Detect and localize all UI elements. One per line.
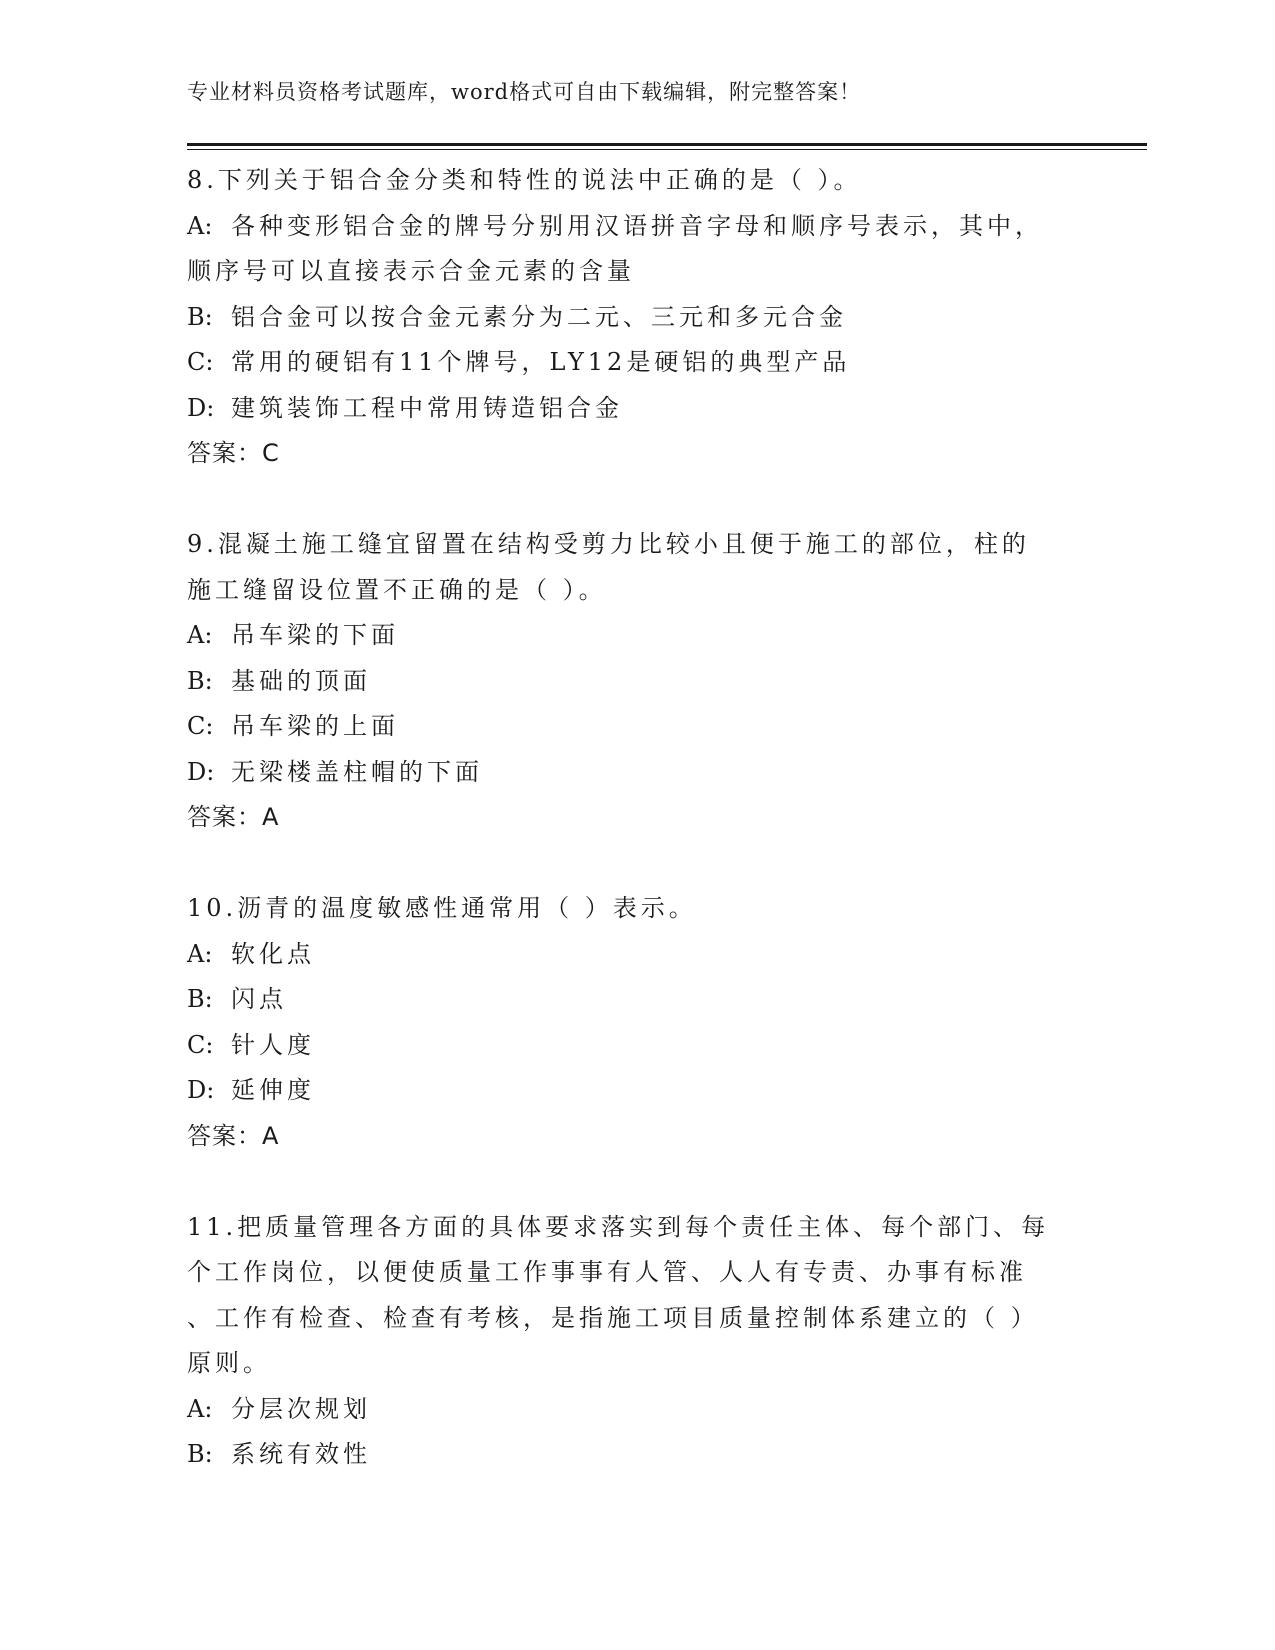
question-block (187, 1205, 1087, 1478)
option-line (187, 295, 1087, 341)
option-text: 软化点 (231, 939, 315, 968)
answer-line: 答案：A (187, 803, 280, 831)
option-letter: C: (187, 1030, 214, 1059)
question-list (187, 158, 1087, 1478)
question-stem-line: 、工作有检查、检查有考核，是指施工项目质量控制体系建立的（ ） (187, 1303, 1039, 1332)
option-letter: D: (187, 393, 215, 422)
question-block (187, 886, 1087, 1159)
option-line (187, 704, 1087, 750)
question-spacer (187, 1159, 1087, 1205)
option-text: 系统有效性 (231, 1440, 371, 1468)
option-line (187, 1023, 1087, 1069)
option-letter: A: (187, 621, 213, 649)
option-letter: A: (187, 1394, 213, 1423)
option-text: 各种变形铝合金的牌号分别用汉语拼音字母和顺序号表示，其中， (231, 211, 1043, 240)
option-text: 闪点 (231, 985, 287, 1013)
answer-line: 答案：A (187, 1121, 280, 1150)
question-stem-line: 8.下列关于铝合金分类和特性的说法中正确的是（ ）。 (187, 166, 862, 194)
option-letter: A: (187, 211, 213, 240)
option-text: 针人度 (231, 1030, 315, 1059)
option-line (187, 977, 1087, 1023)
option-text: 铝合金可以按合金元素分为二元、三元和多元合金 (231, 302, 847, 331)
question-spacer (187, 477, 1087, 523)
option-letter: B: (187, 666, 213, 695)
option-letter: C: (187, 348, 214, 376)
question-stem-line: 9.混凝土施工缝宜留置在结构受剪力比较小且便于施工的部位，柱的 (187, 530, 1030, 558)
answer-line: 答案：C (187, 439, 280, 467)
option-text: 基础的顶面 (231, 666, 371, 695)
question-stem-line: 10.沥青的温度敏感性通常用（ ）表示。 (187, 894, 697, 922)
option-letter: D: (187, 757, 215, 786)
option-line (187, 204, 1087, 250)
option-letter: B: (187, 1440, 213, 1468)
option-letter: B: (187, 302, 213, 331)
option-letter: B: (187, 985, 213, 1013)
option-letter: A: (187, 939, 213, 968)
option-line (187, 249, 1087, 295)
option-line (187, 750, 1087, 796)
option-line (187, 1432, 1087, 1478)
option-line (187, 340, 1087, 386)
option-text: 吊车梁的下面 (231, 621, 399, 649)
option-line (187, 386, 1087, 432)
option-line (187, 932, 1087, 978)
question-block (187, 522, 1087, 841)
question-stem-line: 11.把质量管理各方面的具体要求落实到每个责任主体、每个部门、每 (187, 1212, 1050, 1241)
option-text: 顺序号可以直接表示合金元素的含量 (187, 257, 635, 285)
header-rule-thin (187, 149, 1147, 150)
option-text: 建筑装饰工程中常用铸造铝合金 (231, 393, 623, 422)
option-text: 分层次规划 (231, 1394, 371, 1423)
page-header: 专业材料员资格考试题库，word格式可自由下载编辑，附完整答案！ (187, 80, 862, 104)
option-text: 延伸度 (231, 1076, 315, 1104)
question-stem-line: 施工缝留设位置不正确的是（ ）。 (187, 575, 607, 604)
option-line (187, 1387, 1087, 1433)
question-stem-line: 个工作岗位，以便使质量工作事事有人管、人人有专责、办事有标准 (187, 1258, 1027, 1286)
option-line (187, 613, 1087, 659)
option-letter: C: (187, 712, 214, 740)
question-spacer (187, 841, 1087, 887)
option-text: 吊车梁的上面 (231, 712, 399, 740)
option-text: 无梁楼盖柱帽的下面 (231, 757, 483, 786)
option-line (187, 659, 1087, 705)
option-text: 常用的硬铝有11个牌号，LY12是硬铝的典型产品 (231, 348, 851, 376)
header-rule-thick (187, 143, 1147, 146)
option-line (187, 1068, 1087, 1114)
question-stem-line: 原则。 (187, 1349, 271, 1377)
option-letter: D: (187, 1076, 215, 1104)
question-block (187, 158, 1087, 477)
